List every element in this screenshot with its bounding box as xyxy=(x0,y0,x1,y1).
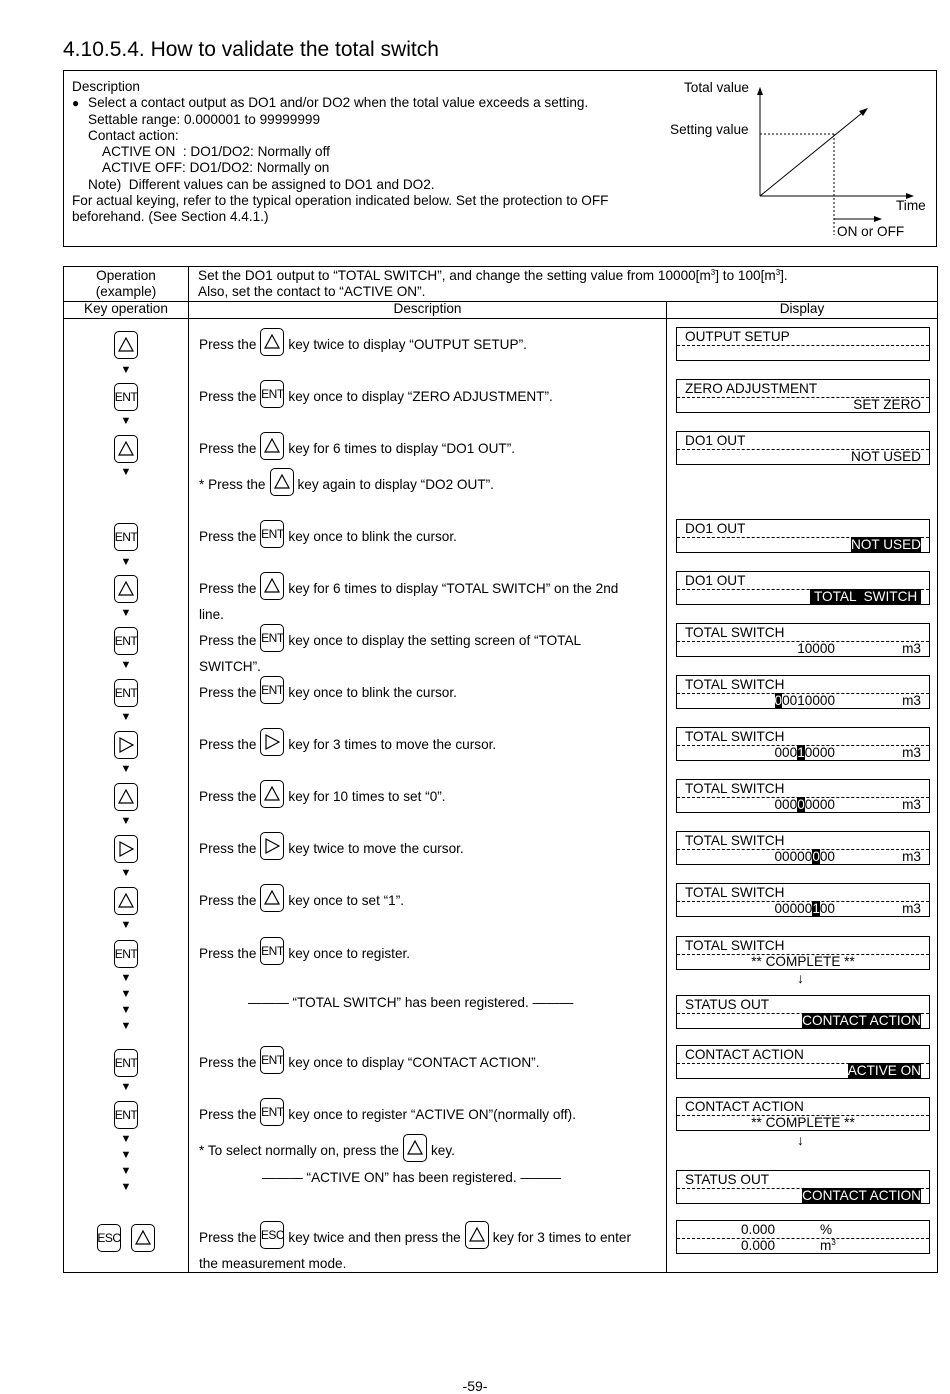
operation-example-label: (example) xyxy=(95,284,157,299)
step-15b-text: * To select normally on, press the key. xyxy=(199,1138,455,1164)
step-6-text-cont: SWITCH”. xyxy=(199,659,261,674)
display-total-switch-cursor-4: TOTAL SWITCH 00000000 m3 xyxy=(676,831,930,865)
down-arrow: ▼ xyxy=(120,659,132,671)
step-3-text: Press the key for 6 times to display “DO1 OUT”. xyxy=(199,436,515,462)
step-17-text: Press the ESC key twice and then press the key for 3 times to enter xyxy=(199,1225,631,1251)
up-triangle-icon xyxy=(407,1140,423,1156)
graph-y-label: Total value xyxy=(684,80,749,95)
right-key[interactable] xyxy=(114,731,138,759)
display-do1-out: DO1 OUT NOT USED xyxy=(676,431,930,465)
display-total-switch-cursor-1: TOTAL SWITCH 00010000 m3 xyxy=(676,675,930,709)
step-8-text: Press the key for 3 times to move the cursor. xyxy=(199,732,496,758)
page-number: -59- xyxy=(462,1378,488,1394)
up-triangle-icon xyxy=(135,1230,151,1246)
graph-x-label: Time xyxy=(896,198,926,213)
up-triangle-icon xyxy=(274,474,290,490)
description-title: Description xyxy=(72,79,140,94)
step-4-text: Press the ENT key once to blink the cursor. xyxy=(199,524,457,550)
col-description: Description xyxy=(393,301,462,316)
keying-text-2: beforehand. (See Section 4.4.1.) xyxy=(72,209,269,225)
display-total-switch-complete: TOTAL SWITCH ** COMPLETE ** xyxy=(676,936,930,970)
display-contact-action: CONTACT ACTION ACTIVE ON xyxy=(676,1045,930,1079)
up-triangle-icon xyxy=(118,337,134,353)
right-triangle-icon xyxy=(118,737,134,753)
up-triangle-icon xyxy=(264,334,280,350)
down-arrow: ▼ xyxy=(120,1165,132,1177)
operation-text-1: Set the DO1 output to “TOTAL SWITCH”, and change the setting value from $10000[m^3]$ to $100[m^3]$. xyxy=(198,268,788,283)
display-total-switch-setting: TOTAL SWITCH 10000 m3 xyxy=(676,623,930,657)
step-5-text: Press the key for 6 times to display “TOTAL SWITCH” on the 2nd xyxy=(199,576,618,602)
up-triangle-icon xyxy=(118,893,134,909)
col-display: Display xyxy=(779,301,825,316)
description-text xyxy=(72,79,609,226)
down-arrow: ▼ xyxy=(120,988,132,1000)
col-key-operation: Key operation xyxy=(84,301,168,316)
graph-output-label: ON or OFF xyxy=(837,224,905,239)
display-status-out-2: STATUS OUT CONTACT ACTION xyxy=(676,1170,930,1204)
up-triangle-icon xyxy=(118,441,134,457)
down-arrow: ▼ xyxy=(120,466,132,478)
step-3b-text: * Press the key again to display “DO2 OUT”. xyxy=(199,472,494,498)
right-triangle-icon xyxy=(264,838,280,854)
display-total-switch-cursor-3: TOTAL SWITCH 00000000 m3 xyxy=(676,779,930,813)
thin-down-arrow: ↓ xyxy=(797,1132,804,1148)
step-7-text: Press the ENT key once to blink the cursor. xyxy=(199,680,457,706)
step-10-text: Press the key twice to move the cursor. xyxy=(199,836,464,862)
down-arrow: ▼ xyxy=(120,763,132,775)
step-1-text: Press the key twice to display “OUTPUT SETUP”. xyxy=(199,332,527,358)
operation-label: Operation xyxy=(96,268,156,283)
contact-action-label: Contact action: xyxy=(88,127,179,143)
display-total-switch-cursor-5: TOTAL SWITCH 00000100 m3 xyxy=(676,883,930,917)
down-arrow: ▼ xyxy=(120,972,132,984)
operation-text-2: Also, set the contact to “ACTIVE ON”. xyxy=(198,284,426,299)
ent-key[interactable]: ENT xyxy=(114,1049,138,1077)
ent-key[interactable]: ENT xyxy=(114,1101,138,1129)
down-arrow: ▼ xyxy=(120,711,132,723)
down-arrow: ▼ xyxy=(120,867,132,879)
ent-key[interactable]: ENT xyxy=(114,940,138,968)
thin-down-arrow: ↓ xyxy=(797,970,804,986)
up-triangle-icon xyxy=(264,890,280,906)
down-arrow: ▼ xyxy=(120,1133,132,1145)
settable-range: Settable range: 0.000001 to 99999999 xyxy=(88,111,321,127)
display-measurement-mode: 0.000 % 0.000 $m^3$ xyxy=(676,1220,930,1254)
right-key[interactable] xyxy=(114,835,138,863)
display-status-out-1: STATUS OUT CONTACT ACTION xyxy=(676,995,930,1029)
active-on-registered-text: ——— “ACTIVE ON” has been registered. ——— xyxy=(262,1170,562,1185)
up-triangle-icon xyxy=(118,581,134,597)
up-key[interactable] xyxy=(114,435,138,463)
right-triangle-icon xyxy=(118,841,134,857)
total-switch-graph xyxy=(664,75,934,245)
ent-key[interactable]: ENT xyxy=(114,523,138,551)
down-arrow: ▼ xyxy=(120,919,132,931)
total-switch-registered-text: ——— “TOTAL SWITCH” has been registered. ——— xyxy=(248,995,574,1010)
description-bullet: ● Select a contact output as DO1 and/or DO2 when the total value exceeds a setting. xyxy=(72,95,609,111)
graph-setting-label: Setting value xyxy=(670,122,749,137)
active-off-text: ACTIVE OFF: DO1/DO2: Normally on xyxy=(102,160,330,176)
up-triangle-icon xyxy=(264,786,280,802)
description-box xyxy=(63,70,937,247)
step-9-text: Press the key for 10 times to set “0”. xyxy=(199,784,446,810)
step-6-text: Press the ENT key once to display the setting screen of “TOTAL xyxy=(199,628,581,654)
step-2-text: Press the ENT key once to display “ZERO ADJUSTMENT”. xyxy=(199,384,553,410)
note-text: Note) Different values can be assigned to DO1 and DO2. xyxy=(88,176,435,192)
step-14-text: Press the ENT key once to display “CONTACT ACTION”. xyxy=(199,1050,539,1076)
down-arrow: ▼ xyxy=(120,1181,132,1193)
up-key[interactable] xyxy=(131,1224,155,1252)
up-key[interactable] xyxy=(114,575,138,603)
step-5-text-cont: line. xyxy=(199,607,224,622)
ent-key[interactable]: ENT xyxy=(114,627,138,655)
display-do1-total-switch: DO1 OUT TOTAL SWITCH xyxy=(676,571,930,605)
section-heading: 4.10.5.4. How to validate the total switch xyxy=(63,38,439,61)
esc-key[interactable]: ESC xyxy=(97,1224,121,1252)
display-output-setup: OUTPUT SETUP xyxy=(676,327,930,361)
step-17-text-cont: the measurement mode. xyxy=(199,1256,347,1271)
ent-key[interactable]: ENT xyxy=(114,383,138,411)
right-triangle-icon xyxy=(264,734,280,750)
ent-key[interactable]: ENT xyxy=(114,679,138,707)
down-arrow: ▼ xyxy=(120,607,132,619)
display-zero-adjustment: ZERO ADJUSTMENT SET ZERO xyxy=(676,379,930,413)
keying-text-1: For actual keying, refer to the typical operation indicated below. Set the protection to OFF xyxy=(72,193,609,209)
active-on-text: ACTIVE ON : DO1/DO2: Normally off xyxy=(102,144,330,160)
up-key[interactable] xyxy=(114,887,138,915)
operation-table xyxy=(63,266,938,1273)
step-12-text: Press the ENT key once to register. xyxy=(199,941,410,967)
up-triangle-icon xyxy=(118,789,134,805)
up-triangle-icon xyxy=(469,1227,485,1243)
up-key[interactable] xyxy=(114,331,138,359)
display-total-switch-cursor-2: TOTAL SWITCH 00010000 m3 xyxy=(676,727,930,761)
display-contact-action-complete: CONTACT ACTION ** COMPLETE ** xyxy=(676,1097,930,1131)
step-15-text: Press the ENT key once to register “ACTIVE ON”(normally off). xyxy=(199,1102,576,1128)
up-triangle-icon xyxy=(264,438,280,454)
down-arrow: ▼ xyxy=(120,1149,132,1161)
down-arrow: ▼ xyxy=(120,1004,132,1016)
step-11-text: Press the key once to set “1”. xyxy=(199,888,404,914)
up-key[interactable] xyxy=(114,783,138,811)
down-arrow: ▼ xyxy=(120,415,132,427)
down-arrow: ▼ xyxy=(120,364,132,376)
down-arrow: ▼ xyxy=(120,1020,132,1032)
down-arrow: ▼ xyxy=(120,556,132,568)
down-arrow: ▼ xyxy=(120,1081,132,1093)
up-triangle-icon xyxy=(264,578,280,594)
down-arrow: ▼ xyxy=(120,815,132,827)
display-do1-out-blink: DO1 OUT NOT USED xyxy=(676,519,930,553)
